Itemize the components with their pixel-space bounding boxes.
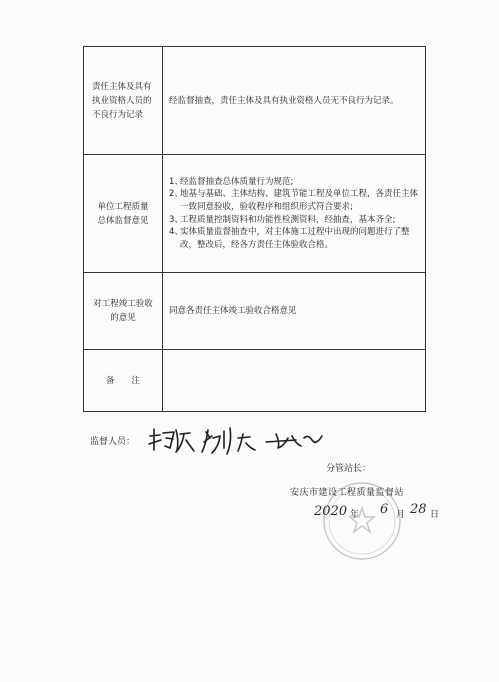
row-label-line: 对工程竣工验收 [93,299,153,309]
list-item: 2、 地基与基础、主体结构、建筑节能工程及单位工程，各责任主体一致同意验收，验收程序和组织形式符合要求; [169,189,419,212]
supervision-table [83,46,426,412]
opinion-list [169,176,419,252]
date-year-suffix: 年 [350,510,360,520]
row-label-line: 执业资格人员的 [92,95,152,106]
list-item: 1、 经监督抽查总体质量行为规范; [169,176,294,187]
row-label-line: 不良行为记录 [92,109,144,120]
list-item: 4、 实体质量监督抽查中，对主体施工过程中出现的问题进行了整改，整改后，经各方责任主体验收合格。 [169,227,410,250]
date-year: 2020 [314,504,348,519]
date-month-suffix: 月 [396,510,406,520]
date-month: 6 [380,502,389,517]
remarks-content [163,350,426,412]
row-label-line: 的意见 [110,313,136,323]
date-day: 28 [410,502,427,517]
station-name: 安庆市建设工程质量监督站 [290,488,405,498]
supervisors-label: 监督人员： [90,437,136,447]
row-label-line: 责任主体及具有 [92,81,152,92]
overall-opinion-content [163,155,426,273]
row-label-line: 单位工程质量 [97,201,149,212]
row-label [84,273,163,350]
row-label [84,47,163,155]
acceptance-opinion-content: 同意各责任主体竣工验收合格意见 [163,273,426,350]
table-row [84,273,426,350]
row-label [84,350,163,412]
row-label-line: 总体监督意见 [97,215,149,226]
date-day-suffix: 日 [430,510,440,520]
table-row [84,350,426,412]
table-row [84,47,426,155]
station-head-label: 分管站长： [326,464,372,474]
signing-date [306,502,446,526]
table-row [84,155,426,273]
row-label-line: 备 注 [105,375,140,386]
row-label [84,155,163,273]
bad-record-content: 经监督抽查，责任主体及具有执业资格人员无不良行为记录。 [163,47,426,155]
list-item: 3、 工程质量控制资料和功能性检测资料，经抽查，基本齐全; [169,214,396,225]
supervisor-signatures [146,424,336,458]
